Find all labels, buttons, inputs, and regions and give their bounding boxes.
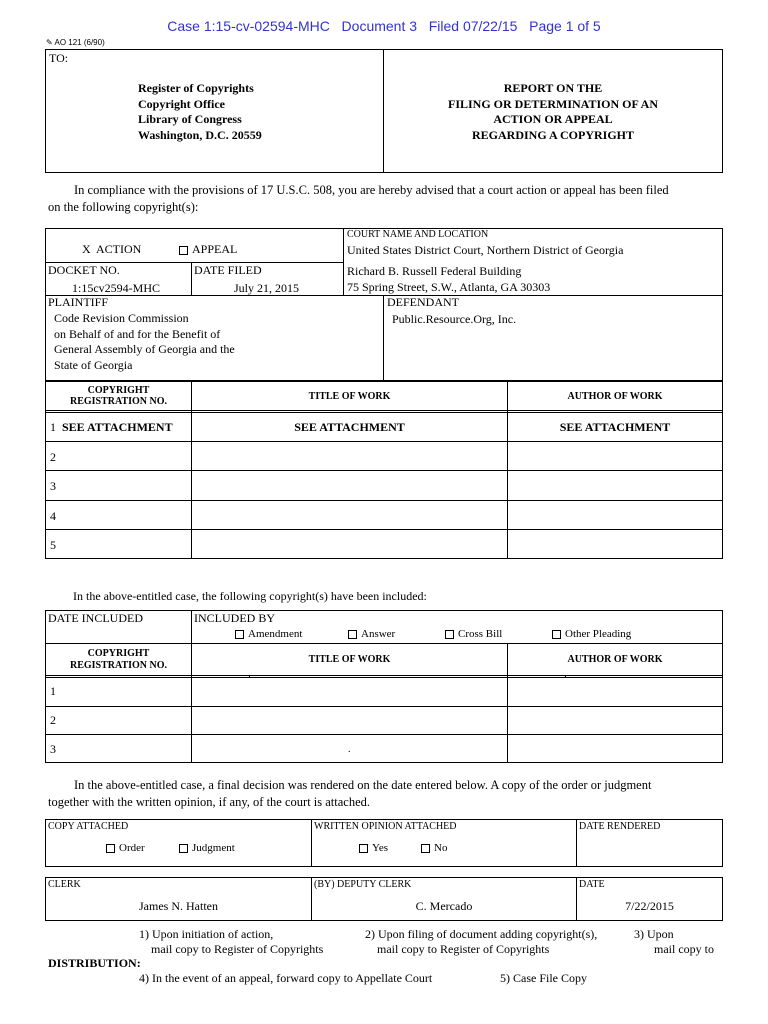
form-id-text: AO 121 (6/90): [54, 38, 105, 47]
case-header: [0, 18, 768, 34]
table1-row1-title: SEE ATTACHMENT: [294, 420, 405, 434]
distribution-item-4: 4) In the event of an appeal, forward copy to Appellate Court: [139, 971, 433, 985]
form-id: [46, 38, 105, 47]
table-row: 2: [50, 713, 56, 727]
table-row: 3: [50, 479, 56, 493]
date-rendered-label: DATE RENDERED: [579, 821, 661, 832]
defendant-label: DEFENDANT: [387, 295, 459, 309]
distribution-item-3: 3) Upon mail copy to: [634, 927, 714, 956]
distribution-item-5: 5) Case File Copy: [500, 971, 587, 985]
stray-dot: .: [348, 744, 351, 755]
decision-paragraph: In the above-entitled case, a final decision was rendered on the date entered below. A copy of the order or judgment together with the written opinion, if any, of the court is attached.: [48, 778, 652, 809]
cross-bill-checkbox[interactable]: [445, 630, 454, 639]
filed-date: Filed 07/22/15: [428, 18, 518, 34]
distribution-item-1: 1) Upon initiation of action, mail copy to Register of Copyrights: [139, 927, 324, 956]
court-label: COURT NAME AND LOCATION: [347, 229, 489, 240]
distribution-item-2: 2) Upon filing of document adding copyright(s), mail copy to Register of Copyrights: [365, 927, 598, 956]
court-name: United States District Court, Northern District of Georgia: [347, 243, 624, 257]
table2-reg-header: COPYRIGHT REGISTRATION NO.: [69, 648, 168, 671]
copy-attached-label: COPY ATTACHED: [48, 821, 129, 832]
included-by-label: INCLUDED BY: [194, 611, 275, 625]
amendment-checkbox[interactable]: [235, 630, 244, 639]
case-number: Case 1:15-cv-02594-MHC: [167, 18, 330, 34]
court-building: Richard B. Russell Federal Building: [347, 264, 522, 278]
clerk-date-label: DATE: [579, 879, 605, 890]
appeal-box[interactable]: [179, 246, 188, 255]
table1-reg-header: COPYRIGHT REGISTRATION NO.: [69, 385, 168, 407]
appeal-checkbox[interactable]: APPEAL: [179, 242, 237, 257]
document-number: Document 3: [341, 18, 418, 34]
defendant-value: Public.Resource.Org, Inc.: [392, 312, 517, 326]
court-address: 75 Spring Street, S.W., Atlanta, GA 30303: [347, 280, 551, 294]
date-filed-value: July 21, 2015: [234, 281, 300, 295]
deputy-clerk-label: (BY) DEPUTY CLERK: [314, 879, 412, 890]
date-included-label: DATE INCLUDED: [48, 611, 143, 625]
table1-row1-author: SEE ATTACHMENT: [559, 420, 671, 434]
deputy-clerk-name: C. Mercado: [415, 899, 473, 913]
pen-icon: ✎: [46, 38, 53, 47]
distribution-label: DISTRIBUTION:: [48, 956, 141, 970]
table-row: 1: [50, 684, 56, 698]
order-option[interactable]: Order: [106, 842, 145, 854]
table-row: 3: [50, 742, 56, 756]
judgment-checkbox[interactable]: [179, 844, 188, 853]
judgment-option[interactable]: Judgment: [179, 842, 235, 854]
table2-author-header: AUTHOR OF WORK: [567, 654, 663, 665]
amendment-option[interactable]: Amendment: [235, 628, 302, 640]
table-row: 4: [50, 509, 56, 523]
intro-paragraph: In compliance with the provisions of 17 U.S.C. 508, you are hereby advised that a court action or appeal has been filed on the following copyright(s):: [48, 183, 669, 214]
clerk-name: James N. Hatten: [139, 899, 218, 913]
no-option[interactable]: No: [421, 842, 447, 854]
register-address: Register of Copyrights Copyright Office Library of Congress Washington, D.C. 20559: [138, 81, 262, 142]
clerk-date-value: 7/22/2015: [625, 899, 674, 913]
answer-option[interactable]: Answer: [348, 628, 395, 640]
order-checkbox[interactable]: [106, 844, 115, 853]
docket-value: 1:15cv2594-MHC: [72, 281, 160, 295]
yes-checkbox[interactable]: [359, 844, 368, 853]
plaintiff-value: Code Revision Commission on Behalf of and for the Benefit of General Assembly of Georgia and the State of Georgia: [54, 311, 235, 372]
table-row: 1 SEE ATTACHMENT: [50, 420, 173, 434]
clerk-label: CLERK: [48, 879, 81, 890]
action-checkbox[interactable]: X ACTION: [82, 242, 142, 256]
no-checkbox[interactable]: [421, 844, 430, 853]
yes-option[interactable]: Yes: [359, 842, 388, 854]
docket-label: DOCKET NO.: [48, 263, 120, 277]
table1-author-header: AUTHOR OF WORK: [567, 391, 663, 402]
plaintiff-label: PLAINTIFF: [48, 295, 109, 309]
included-intro: In the above-entitled case, the following copyright(s) have been included:: [73, 589, 427, 603]
other-pleading-option[interactable]: Other Pleading: [552, 628, 631, 640]
written-opinion-label: WRITTEN OPINION ATTACHED: [314, 821, 457, 832]
cross-bill-option[interactable]: Cross Bill: [445, 628, 502, 640]
answer-checkbox[interactable]: [348, 630, 357, 639]
page-number: Page 1 of 5: [529, 18, 601, 34]
table-row: 2: [50, 450, 56, 464]
table-row: 5: [50, 538, 56, 552]
to-label: TO:: [49, 51, 69, 65]
report-title: REPORT ON THE FILING OR DETERMINATION OF AN ACTION OR APPEAL REGARDING A COPYRIGHT: [447, 81, 659, 142]
other-pleading-checkbox[interactable]: [552, 630, 561, 639]
table1-title-header: TITLE OF WORK: [308, 391, 391, 402]
table2-title-header: TITLE OF WORK: [308, 654, 391, 665]
date-filed-label: DATE FILED: [194, 263, 262, 277]
